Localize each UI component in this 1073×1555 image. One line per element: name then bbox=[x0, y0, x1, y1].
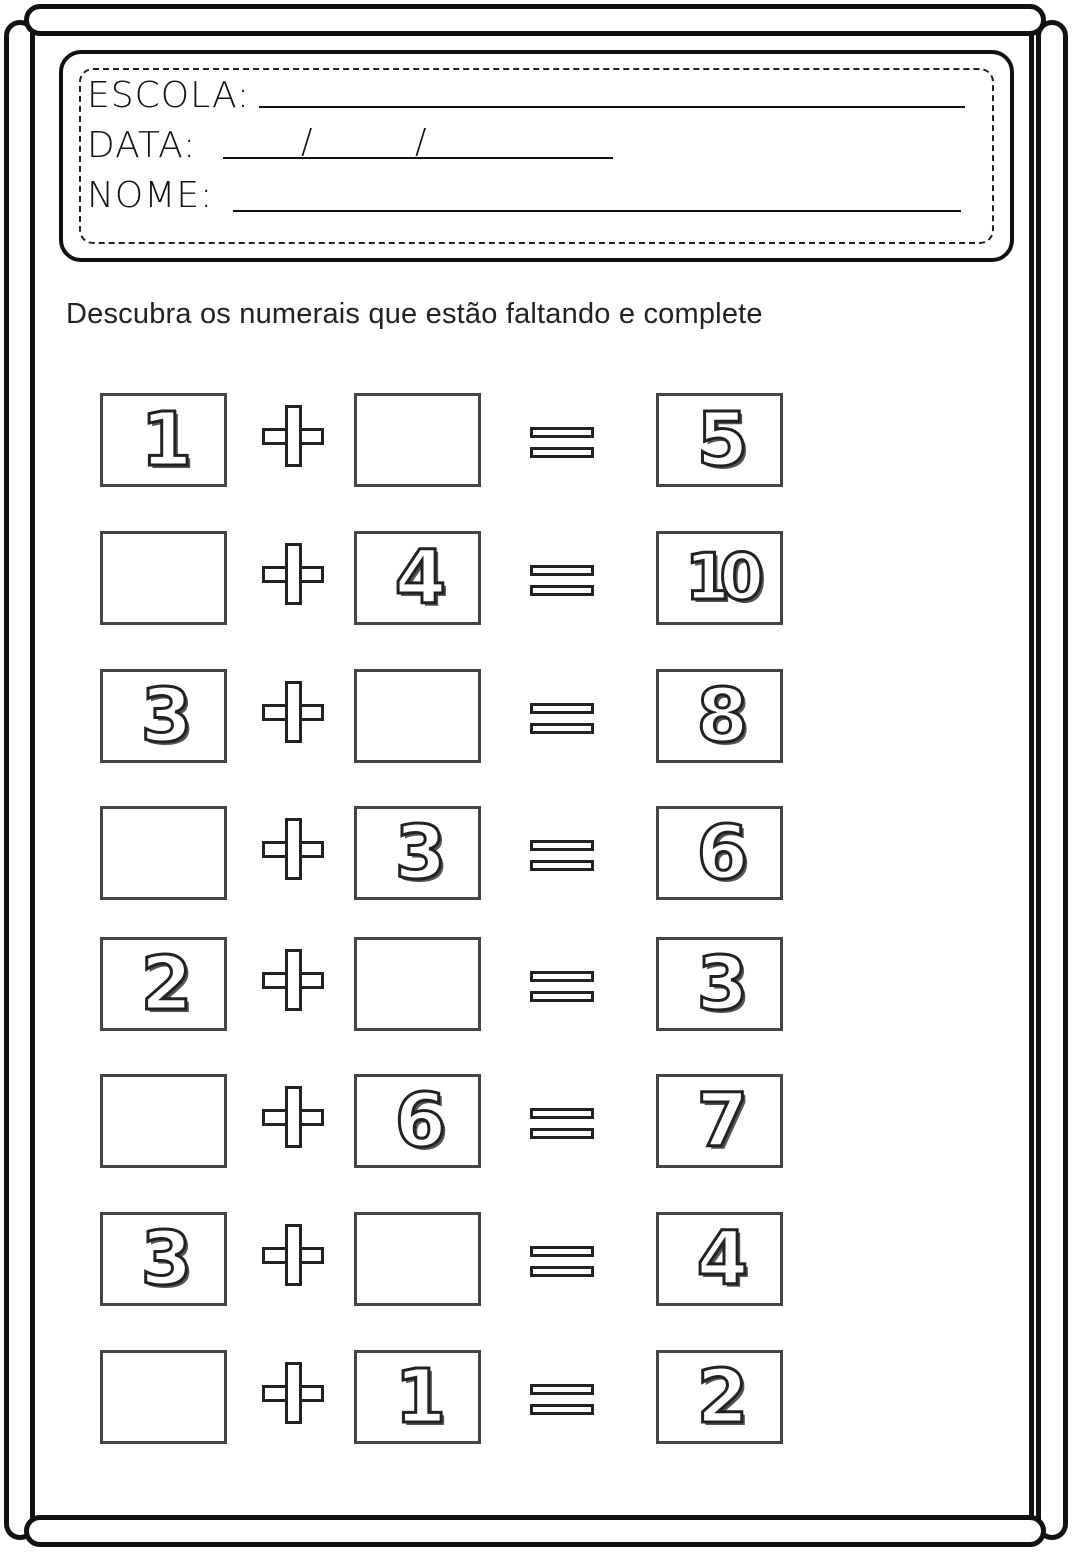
equals-icon bbox=[530, 565, 594, 599]
second-addend-number: 3 bbox=[394, 810, 441, 896]
second-addend-box bbox=[354, 1074, 481, 1168]
sum-number: 8 bbox=[696, 673, 743, 759]
student-info-box bbox=[59, 50, 1014, 262]
second-addend-box bbox=[354, 806, 481, 900]
second-addend-number: 4 bbox=[394, 535, 441, 621]
first-addend-number: 3 bbox=[140, 1216, 187, 1302]
first-addend-number: 2 bbox=[140, 941, 187, 1027]
first-addend-box bbox=[100, 937, 227, 1031]
sum-box bbox=[656, 669, 783, 763]
sum-number: 7 bbox=[696, 1078, 743, 1164]
school-label: ESCOLA: bbox=[87, 75, 251, 116]
sum-box bbox=[656, 806, 783, 900]
sum-number: 6 bbox=[696, 810, 743, 896]
equation-row bbox=[0, 669, 1073, 765]
plus-icon bbox=[262, 681, 324, 743]
first-addend-number: 1 bbox=[140, 397, 187, 483]
plus-icon bbox=[262, 949, 324, 1011]
plus-icon bbox=[262, 543, 324, 605]
equation-row bbox=[0, 1212, 1073, 1308]
first-addend-box bbox=[100, 1212, 227, 1306]
sum-box bbox=[656, 1350, 783, 1444]
plus-icon bbox=[262, 818, 324, 880]
equation-row bbox=[0, 1074, 1073, 1170]
first-addend-box bbox=[100, 393, 227, 487]
equation-row bbox=[0, 393, 1073, 489]
second-addend-box bbox=[354, 531, 481, 625]
second-addend-answer-box[interactable] bbox=[354, 1212, 481, 1306]
equation-row bbox=[0, 531, 1073, 627]
second-addend-answer-box[interactable] bbox=[354, 393, 481, 487]
equals-icon bbox=[530, 1384, 594, 1418]
frame-roll-top bbox=[24, 4, 1046, 36]
second-addend-number: 6 bbox=[394, 1078, 441, 1164]
sum-number: 5 bbox=[696, 397, 743, 483]
frame-roll-right bbox=[1036, 20, 1068, 1540]
sum-number: 10 bbox=[684, 541, 755, 615]
equals-icon bbox=[530, 1108, 594, 1142]
second-addend-answer-box[interactable] bbox=[354, 669, 481, 763]
sum-box bbox=[656, 1074, 783, 1168]
second-addend-answer-box[interactable] bbox=[354, 937, 481, 1031]
equals-icon bbox=[530, 1246, 594, 1280]
plus-icon bbox=[262, 405, 324, 467]
equation-row bbox=[0, 937, 1073, 1033]
name-label: NOME: bbox=[87, 175, 214, 216]
first-addend-answer-box[interactable] bbox=[100, 1350, 227, 1444]
equals-icon bbox=[530, 840, 594, 874]
second-addend-box bbox=[354, 1350, 481, 1444]
first-addend-answer-box[interactable] bbox=[100, 806, 227, 900]
name-field[interactable] bbox=[233, 210, 961, 212]
plus-icon bbox=[262, 1224, 324, 1286]
first-addend-box bbox=[100, 669, 227, 763]
sum-box bbox=[656, 393, 783, 487]
sum-number: 4 bbox=[696, 1216, 743, 1302]
first-addend-answer-box[interactable] bbox=[100, 1074, 227, 1168]
plus-icon bbox=[262, 1086, 324, 1148]
instruction-text: Descubra os numerais que estão faltando e complete bbox=[66, 298, 763, 330]
sum-box bbox=[656, 937, 783, 1031]
school-field[interactable] bbox=[259, 106, 965, 108]
sum-box bbox=[656, 1212, 783, 1306]
equals-icon bbox=[530, 971, 594, 1005]
plus-icon bbox=[262, 1362, 324, 1424]
sum-box bbox=[656, 531, 783, 625]
first-addend-answer-box[interactable] bbox=[100, 531, 227, 625]
equation-row bbox=[0, 806, 1073, 902]
sum-number: 2 bbox=[696, 1354, 743, 1440]
sum-number: 3 bbox=[696, 941, 743, 1027]
second-addend-number: 1 bbox=[394, 1354, 441, 1440]
equation-row bbox=[0, 1350, 1073, 1446]
equals-icon bbox=[530, 427, 594, 461]
frame-roll-bottom bbox=[24, 1515, 1046, 1547]
date-label: DATA: bbox=[87, 125, 197, 166]
date-separator-1: / bbox=[301, 122, 313, 162]
first-addend-number: 3 bbox=[140, 673, 187, 759]
date-separator-2: / bbox=[415, 122, 427, 162]
equals-icon bbox=[530, 703, 594, 737]
